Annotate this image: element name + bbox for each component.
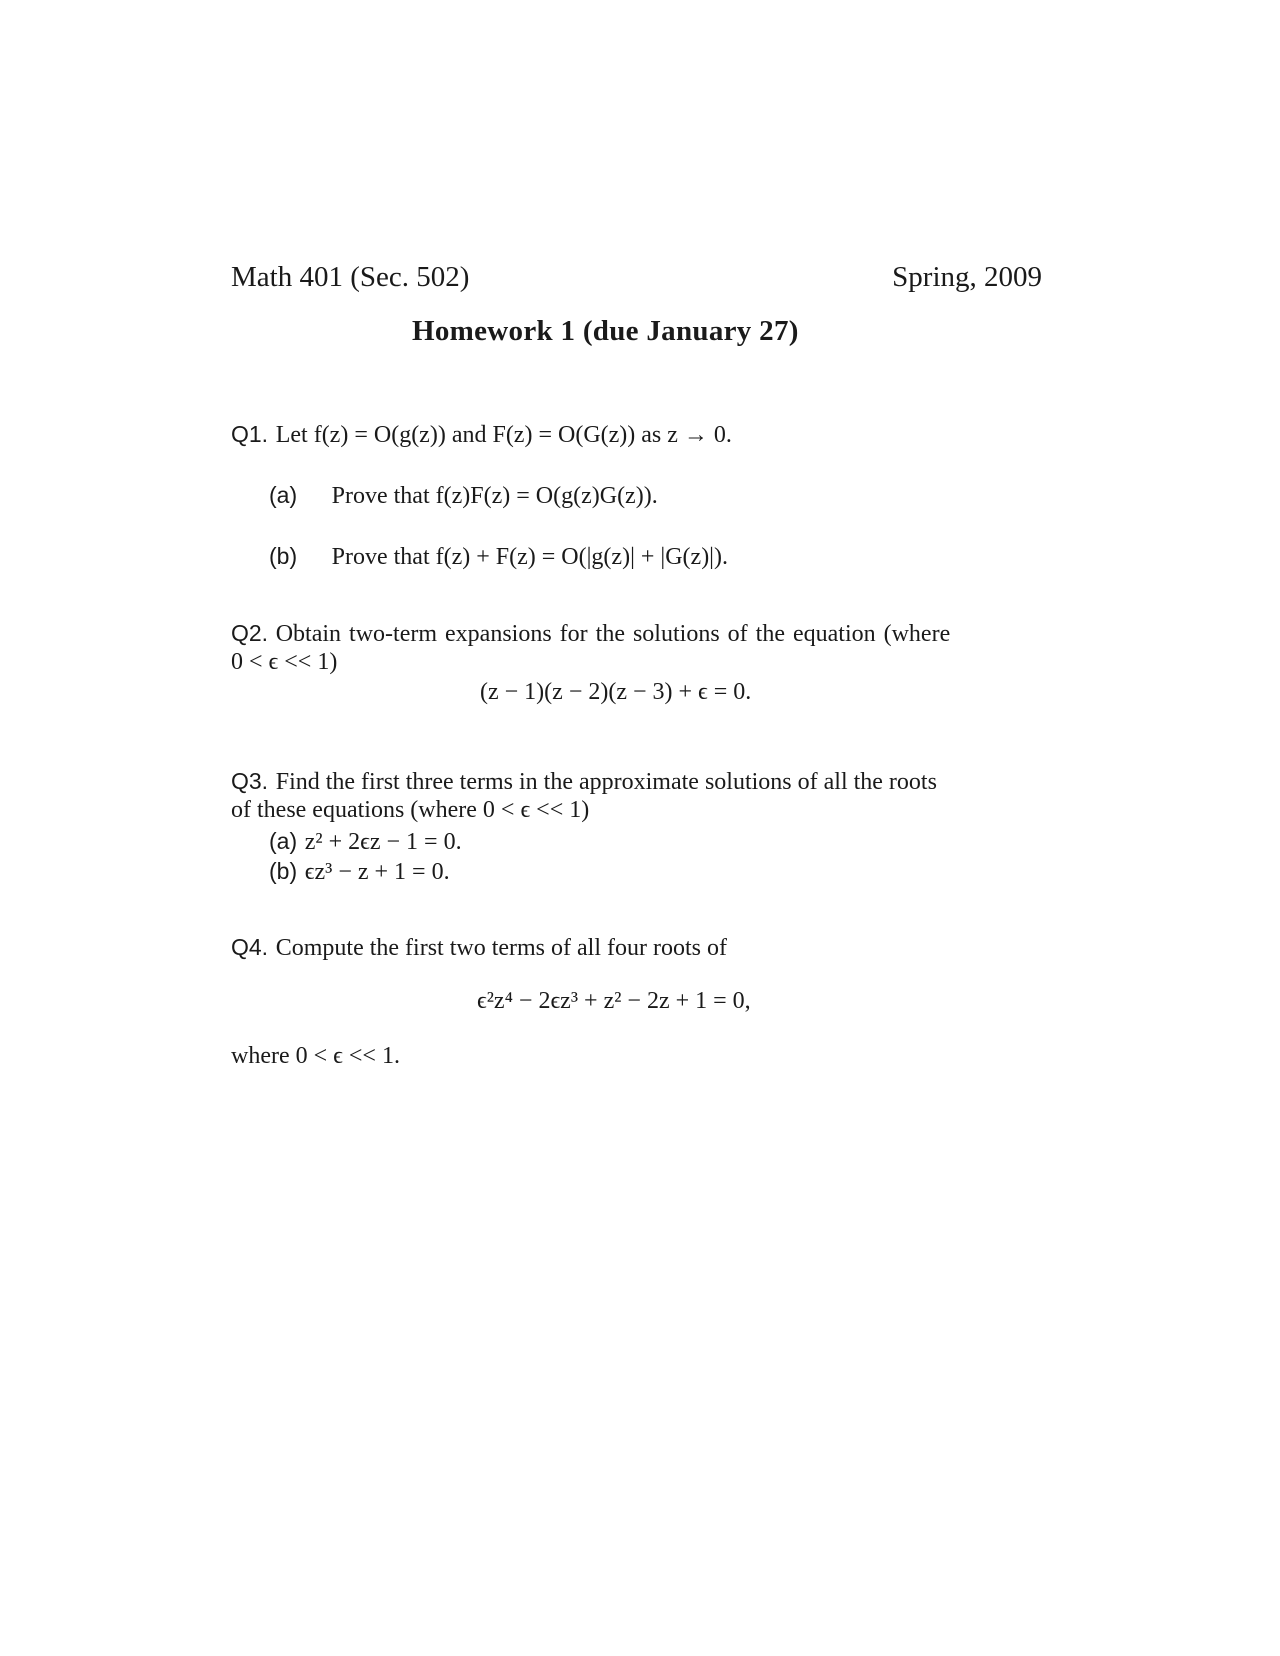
q2-text-2: 0 < ϵ << 1) xyxy=(231,649,338,675)
q2-equation: (z − 1)(z − 2)(z − 3) + ϵ = 0. xyxy=(480,679,752,705)
q1-part-b-text: Prove that f(z) + F(z) = O(|g(z)| + |G(z)|). xyxy=(331,544,728,570)
q3-part-b-text: ϵz³ − z + 1 = 0. xyxy=(304,859,450,885)
q4-text: Compute the first two terms of all four roots of xyxy=(275,935,727,961)
q2-label: Q2. xyxy=(231,620,269,646)
homework-title: Homework 1 (due January 27) xyxy=(412,315,799,347)
q2-text-1: Obtain two-term expansions for the solutions of the equation (where xyxy=(275,621,951,647)
term-label: Spring, 2009 xyxy=(892,261,1042,293)
q1-part-b-label: (b) xyxy=(269,543,298,569)
q3-text-1: Find the first three terms in the approximate solutions of all the roots xyxy=(275,769,937,795)
q3-part-b xyxy=(269,857,450,886)
q3-part-a xyxy=(269,827,462,856)
q3-label: Q3. xyxy=(231,768,269,794)
q2-line-1 xyxy=(231,619,950,648)
q1-text: Let f(z) = O(g(z)) and F(z) = O(G(z)) as z → 0. xyxy=(275,422,732,448)
course-label: Math 401 (Sec. 502) xyxy=(231,261,470,293)
q3-text-2: of these equations (where 0 < ϵ << 1) xyxy=(231,797,590,823)
q3-line-1 xyxy=(231,767,937,796)
q3-part-a-text: z² + 2ϵz − 1 = 0. xyxy=(304,829,462,855)
q4-line-1 xyxy=(231,933,727,962)
q4-label: Q4. xyxy=(231,934,269,960)
q1-label: Q1. xyxy=(231,421,269,447)
q1-block xyxy=(231,420,732,449)
q4-equation: ϵ²z⁴ − 2ϵz³ + z² − 2z + 1 = 0, xyxy=(477,988,751,1014)
q3-part-a-label: (a) xyxy=(269,828,298,854)
q1-part-a-label: (a) xyxy=(269,482,298,508)
q3-part-b-label: (b) xyxy=(269,858,298,884)
q1-part-b xyxy=(269,542,728,571)
q1-part-a xyxy=(269,481,658,510)
q4-footer: where 0 < ϵ << 1. xyxy=(231,1043,400,1069)
q1-part-a-text: Prove that f(z)F(z) = O(g(z)G(z)). xyxy=(331,483,658,509)
